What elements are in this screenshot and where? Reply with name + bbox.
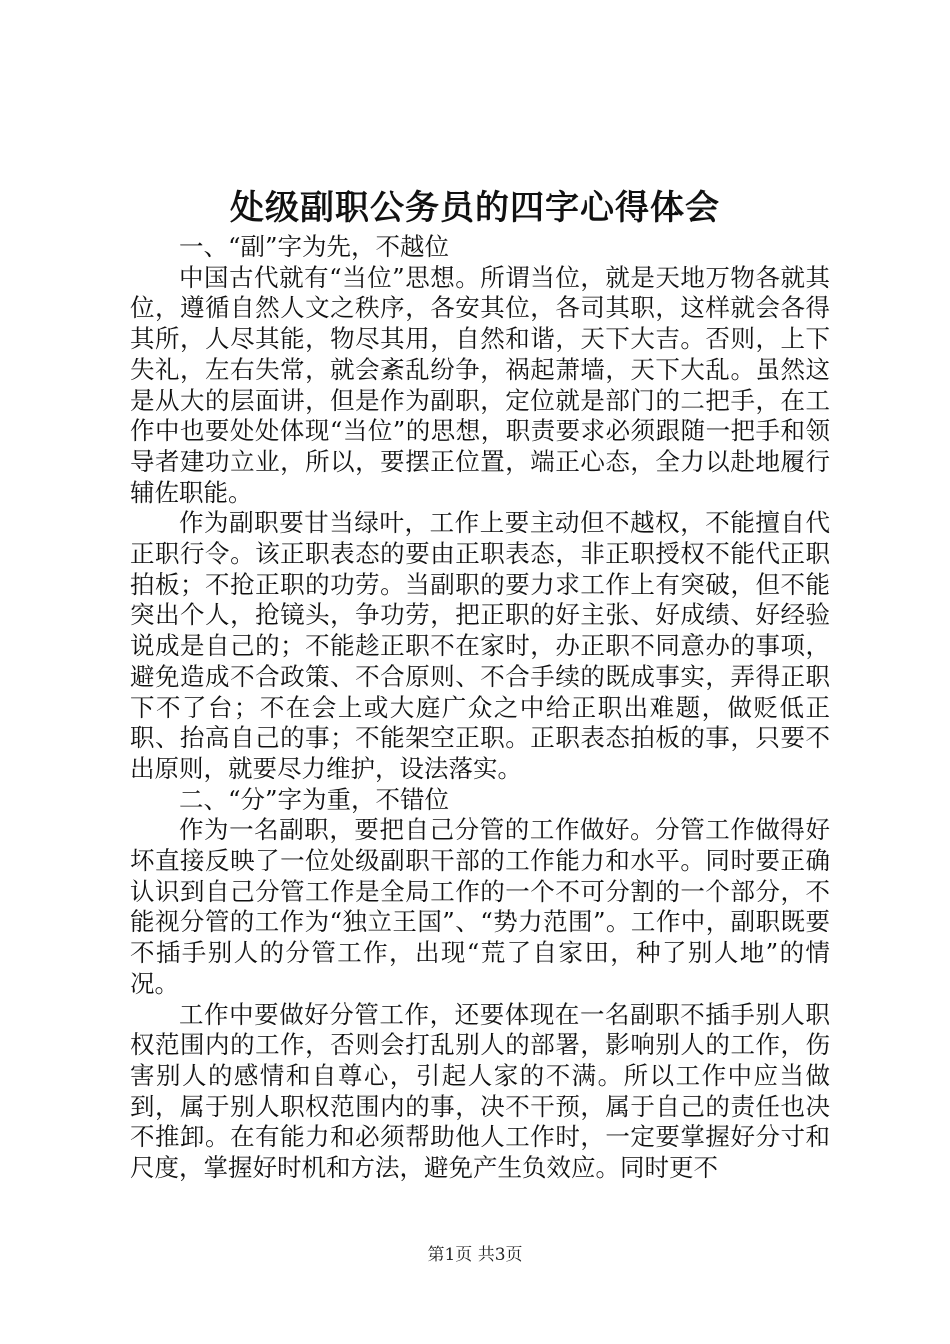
section-heading: 一、“副”字为先，不越位 [179,232,450,261]
document-body [130,232,830,1184]
page-footer: 第1页 共3页 [427,1245,523,1265]
document-title: 处级副职公务员的四字心得体会 [230,188,720,228]
section-heading: 二、“分”字为重，不错位 [179,784,450,814]
paragraph: 作为一名副职，要把自己分管的工作做好。分管工作做得好坏直接反映了一位处级副职干部的工作能力和水平。同时要正确认识到自己分管工作是全局工作的一个不可分割的一个部分，不能视分管的工作为“独立王国”、“势力范围”。工作中，副职既要不插手别人的分管工作，出现“荒了自家田，种了别人地”的情况。 [130,815,830,998]
paragraph: 中国古代就有“当位”思想。所谓当位，就是天地万物各就其位，遵循自然人文之秩序，各安其位，各司其职，这样就会各得其所，人尽其能，物尽其用，自然和谐，天下大吉。否则，上下失礼，左右失常，就会紊乱纷争，祸起萧墙，天下大乱。虽然这是从大的层面讲，但是作为副职，定位就是部门的二把手，在工作中也要处处体现“当位”的思想，职责要求必须跟随一把手和领导者建功立业，所以，要摆正位置，端正心态，全力以赴地履行辅佐职能。 [130,262,830,507]
paragraph: 作为副职要甘当绿叶，工作上要主动但不越权，不能擅自代正职行令。该正职表态的要由正职表态，非正职授权不能代正职拍板；不抢正职的功劳。当副职的要力求工作上有突破，但不能突出个人，抢镜头，争功劳，把正职的好主张、好成绩、好经验说成是自己的；不能趁正职不在家时，办正职不同意办的事项，避免造成不合政策、不合原则、不合手续的既成事实，弄得正职下不了台；不在会上或大庭广众之中给正职出难题，做贬低正职、抬高自己的事；不能架空正职。正职表态拍板的事，只要不出原则，就要尽力维护，设法落实。 [130,508,830,783]
paragraph: 工作中要做好分管工作，还要体现在一名副职不插手别人职权范围内的工作，否则会打乱别人的部署，影响别人的工作，伤害别人的感情和自尊心，引起人家的不满。所以工作中应当做到，属于别人职权范围内的事，决不干预，属于自己的责任也决不推卸。在有能力和必须帮助他人工作时，一定要掌握好分寸和尺度，掌握好时机和方法，避免产生负效应。同时更不 [130,999,830,1183]
